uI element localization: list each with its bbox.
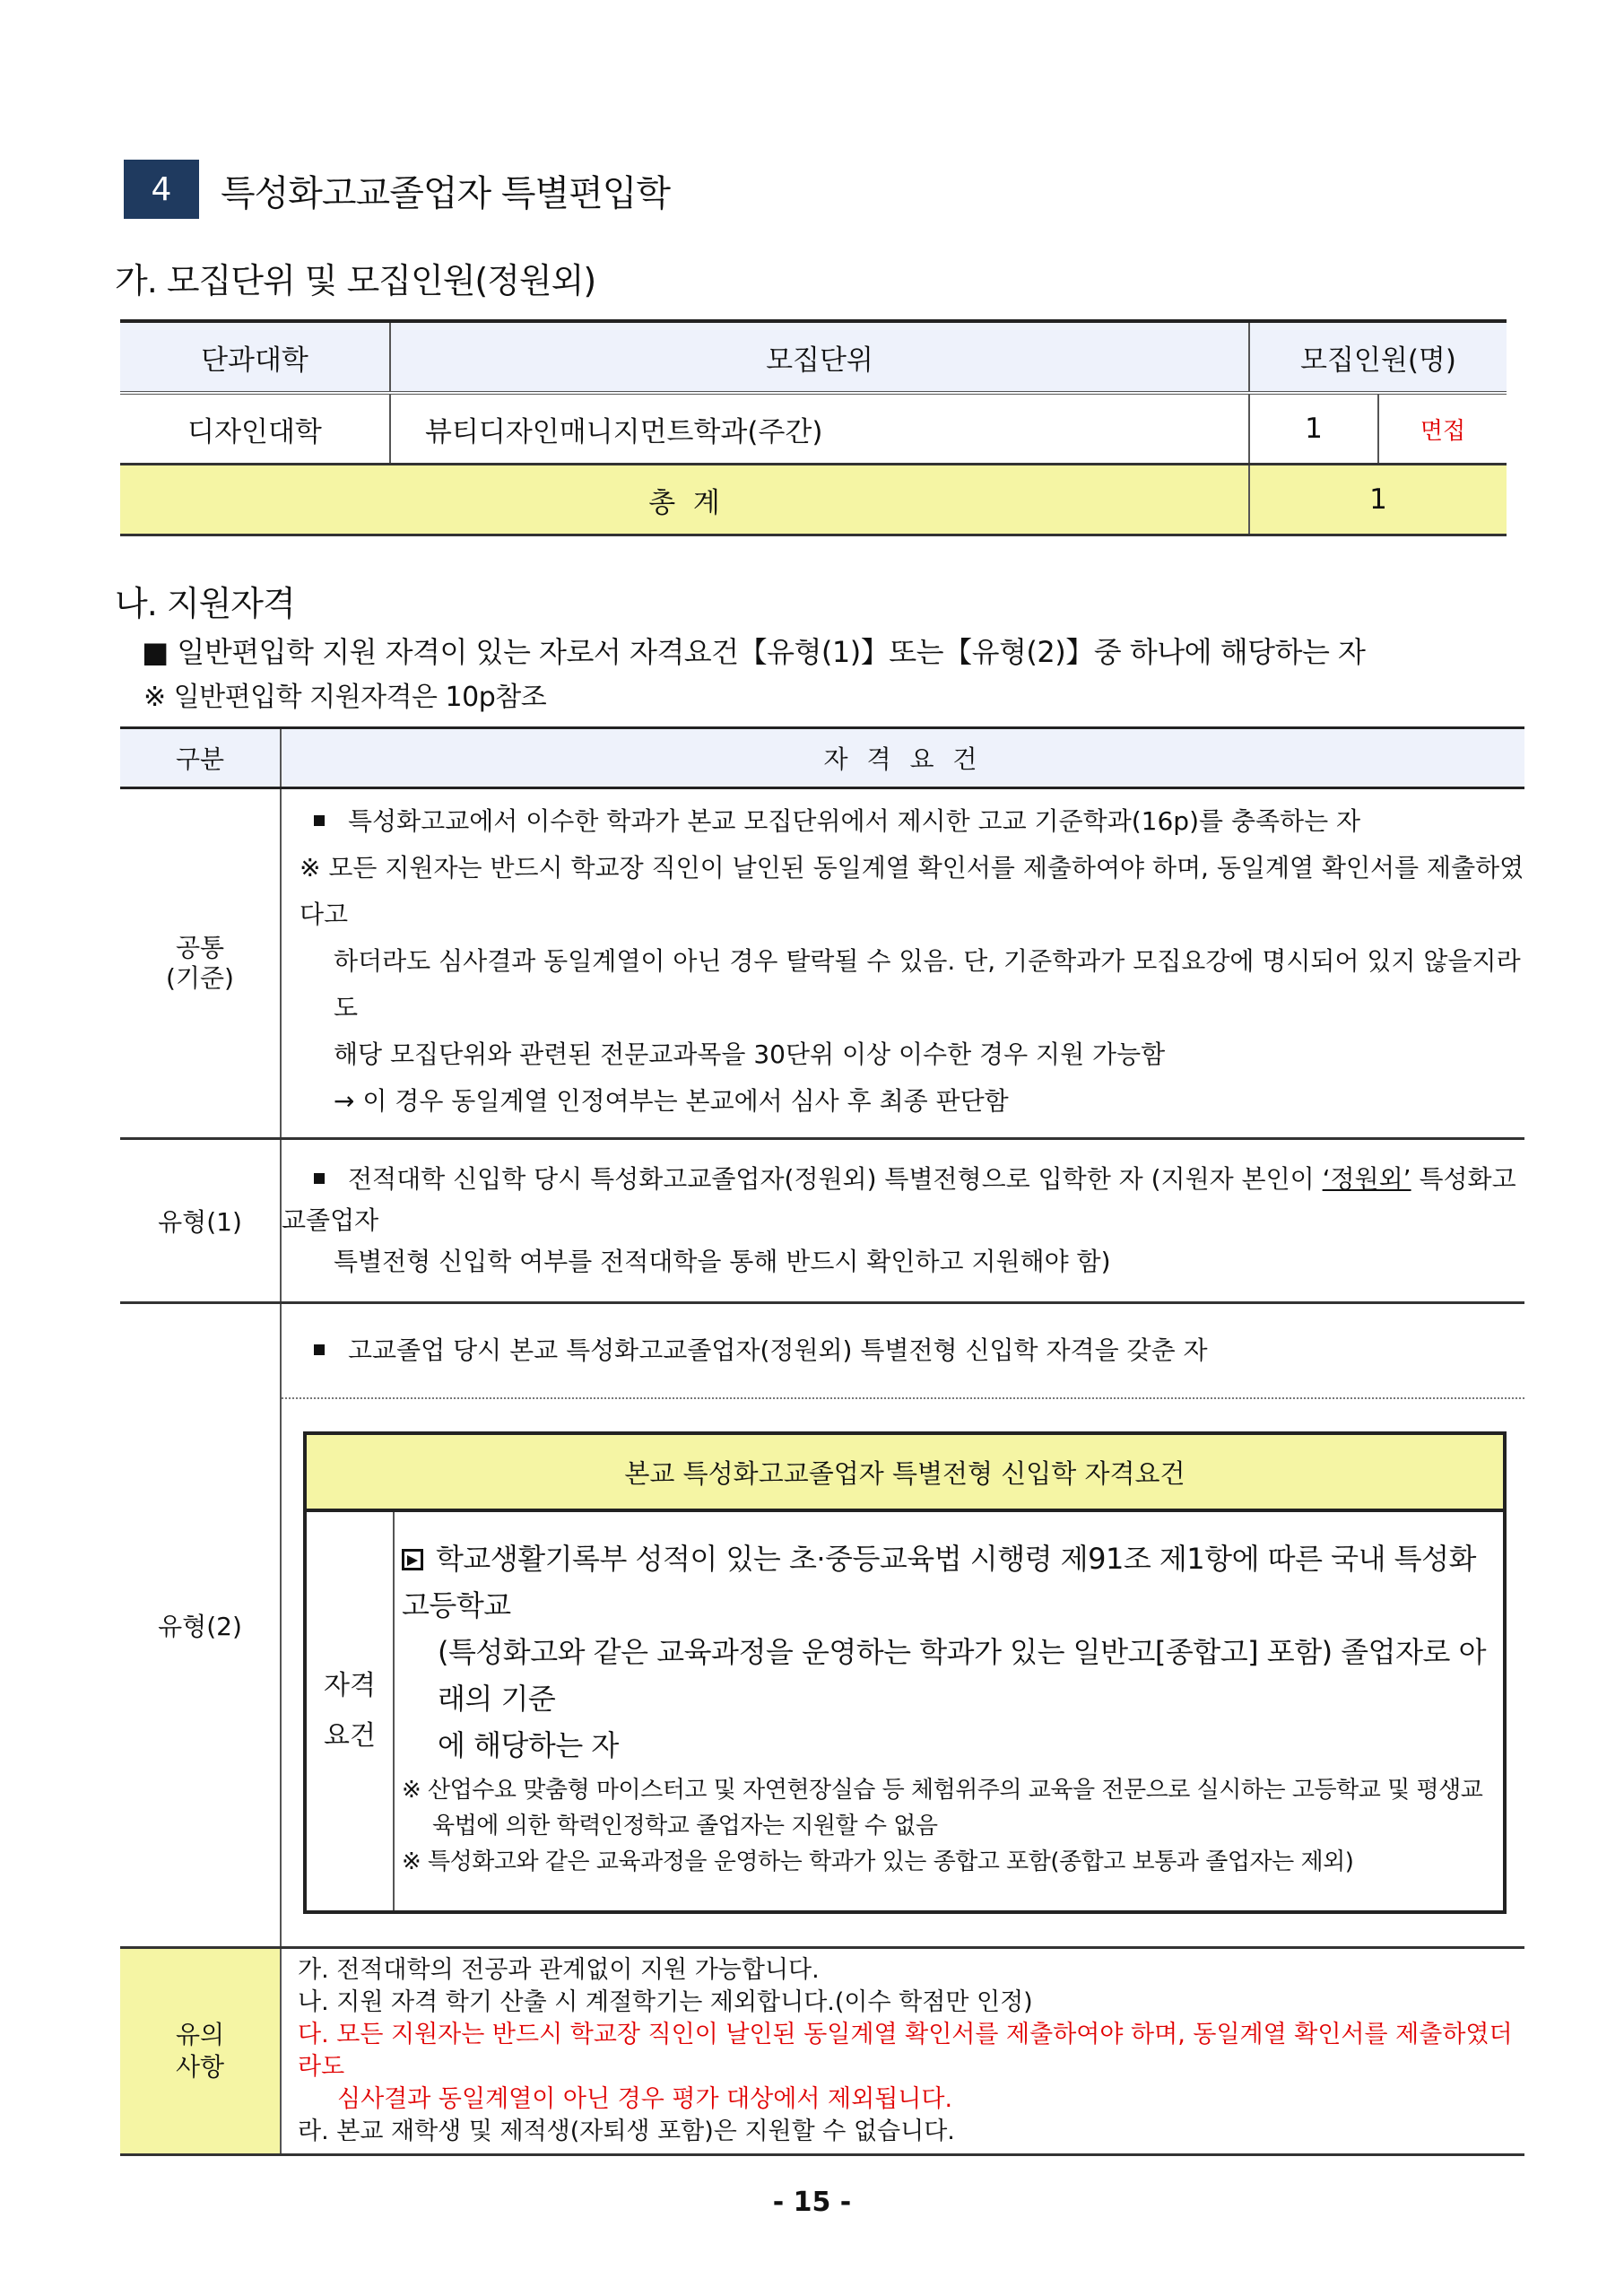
note-line-4: 심사결과 동일계열이 아닌 경우 평가 대상에서 제외됩니다.	[337, 2085, 953, 2113]
note-line-2: 나. 지원 자격 학기 산출 시 계절학기는 제외합니다.(이수 학점만 인정)	[298, 1988, 1033, 2016]
header-requirements: 자 격 요 건	[281, 728, 1524, 788]
part-a-title: 가. 모집단위 및 모집인원(정원외)	[115, 261, 596, 300]
common-line-2: ※ 모든 지원자는 반드시 학교장 직인이 날인된 동일계열 확인서를 제출하여야 하며, 동일계열 확인서를 제출하였다고	[300, 853, 1524, 929]
qualification-line-2: (특성화고와 같은 교육과정을 운영하는 학과가 있는 일반고[종합고] 포함) 졸업자로 아래의 기준	[438, 1635, 1486, 1716]
common-label: 공통 (기준)	[120, 788, 281, 1139]
qualification-note-3: ※ 특성화고와 같은 교육과정을 운영하는 학과가 있는 종합고 포함(종합고 보통과 졸업자는 제외)	[402, 1848, 1354, 1875]
qualification-line-3: 에 해당하는 자	[438, 1728, 619, 1762]
type2-row	[120, 1303, 1524, 1948]
qualification-note-2: 육법에 의한 학력인정학교 졸업자는 지원할 수 없음	[432, 1813, 938, 1839]
bullet-square-icon	[314, 1344, 325, 1355]
total-value: 1	[1249, 465, 1507, 535]
total-row	[120, 465, 1507, 535]
dotted-divider	[282, 1397, 1524, 1399]
total-label: 총 계	[120, 465, 1249, 535]
bullet-square-icon	[314, 815, 325, 826]
header-category: 구분	[120, 728, 281, 788]
eligibility-table	[120, 726, 1524, 2156]
section-number: 4	[124, 160, 199, 219]
page-number: - 15 -	[772, 2187, 852, 2218]
table-row	[120, 393, 1507, 465]
common-line-3: 하더라도 심사결과 동일계열이 아닌 경우 탈락될 수 있음. 단, 기준학과가 모집요강에 명시되어 있지 않을지라도	[334, 946, 1521, 1022]
qualification-label-2: 요건	[324, 1720, 376, 1752]
part-b-title: 나. 지원자격	[115, 584, 295, 623]
type2-label: 유형(2)	[120, 1303, 281, 1948]
common-line-5: → 이 경우 동일계열 인정여부는 본교에서 심사 후 최종 판단함	[334, 1086, 1009, 1116]
type1-row	[120, 1139, 1524, 1303]
type1-label: 유형(1)	[120, 1139, 281, 1303]
eligibility-ref: ※ 일반편입학 지원자격은 10p참조	[143, 682, 547, 713]
type2-line-1: 고교졸업 당시 본교 특성화고교졸업자(정원외) 특별전형 신입학 자격을 갖춘 자	[348, 1335, 1208, 1365]
notes-label: 유의 사항	[120, 1948, 281, 2155]
qualification-line-1: 학교생활기록부 성적이 있는 초·중등교육법 시행령 제91조 제1항에 따른 국내 특성화 고등학교	[402, 1542, 1476, 1622]
common-line-4: 해당 모집단위와 관련된 전문교과목을 30단위 이상 이수한 경우 지원 가능함	[334, 1039, 1166, 1069]
common-row	[120, 788, 1524, 1139]
qualification-box	[303, 1431, 1507, 1914]
header-count: 모집인원(명)	[1249, 321, 1507, 393]
note-line-5: 라. 본교 재학생 및 제적생(자퇴생 포함)은 지원할 수 없습니다.	[298, 2118, 955, 2145]
qualification-note-1: ※ 산업수요 맞춤형 마이스터고 및 자연현장실습 등 체험위주의 교육을 전문으로 실시하는 고등학교 및 평생교	[402, 1777, 1483, 1804]
qualification-box-title: 본교 특성화고교졸업자 특별전형 신입학 자격요건	[307, 1435, 1503, 1512]
eligibility-line: ■ 일반편입학 지원 자격이 있는 자로서 자격요건【유형(1)】또는【유형(2)】중 하나에 해당하는 자	[142, 635, 1366, 669]
note-line-3: 다. 모든 지원자는 반드시 학교장 직인이 날인된 동일계열 확인서를 제출하여야 하며, 동일계열 확인서를 제출하였더라도	[298, 2021, 1513, 2081]
note-line-1: 가. 전적대학의 전공과 관계없이 지원 가능합니다.	[298, 1956, 820, 1984]
cell-note: 면접	[1378, 393, 1507, 465]
cell-unit: 뷰티디자인매니지먼트학과(주간)	[390, 393, 1249, 465]
section-title: 특성화고교졸업자 특별편입학	[221, 173, 671, 214]
notes-row	[120, 1948, 1524, 2155]
arrow-right-icon	[402, 1549, 423, 1570]
common-line-1: 특성화고교에서 이수한 학과가 본교 모집단위에서 제시한 고교 기준학과(16p)를 충족하는 자	[348, 806, 1361, 836]
type1-line-2: 특별전형 신입학 여부를 전적대학을 통해 반드시 확인하고 지원해야 함)	[334, 1247, 1111, 1276]
cell-count: 1	[1249, 393, 1378, 465]
header-college: 단과대학	[120, 321, 390, 393]
recruitment-table	[120, 319, 1507, 536]
qualification-label-1: 자격	[324, 1670, 376, 1701]
cell-college: 디자인대학	[120, 393, 390, 465]
header-unit: 모집단위	[390, 321, 1249, 393]
bullet-square-icon	[314, 1173, 325, 1184]
type1-line-1b: 특성화고교졸업자	[282, 1164, 1516, 1235]
type1-line-1u: ‘정원외’	[1322, 1164, 1411, 1194]
type1-line-1a: 전적대학 신입학 당시 특성화고교졸업자(정원외) 특별전형으로 입학한 자 (지원자 본인이	[348, 1164, 1323, 1194]
qualification-box-label	[307, 1512, 395, 1910]
